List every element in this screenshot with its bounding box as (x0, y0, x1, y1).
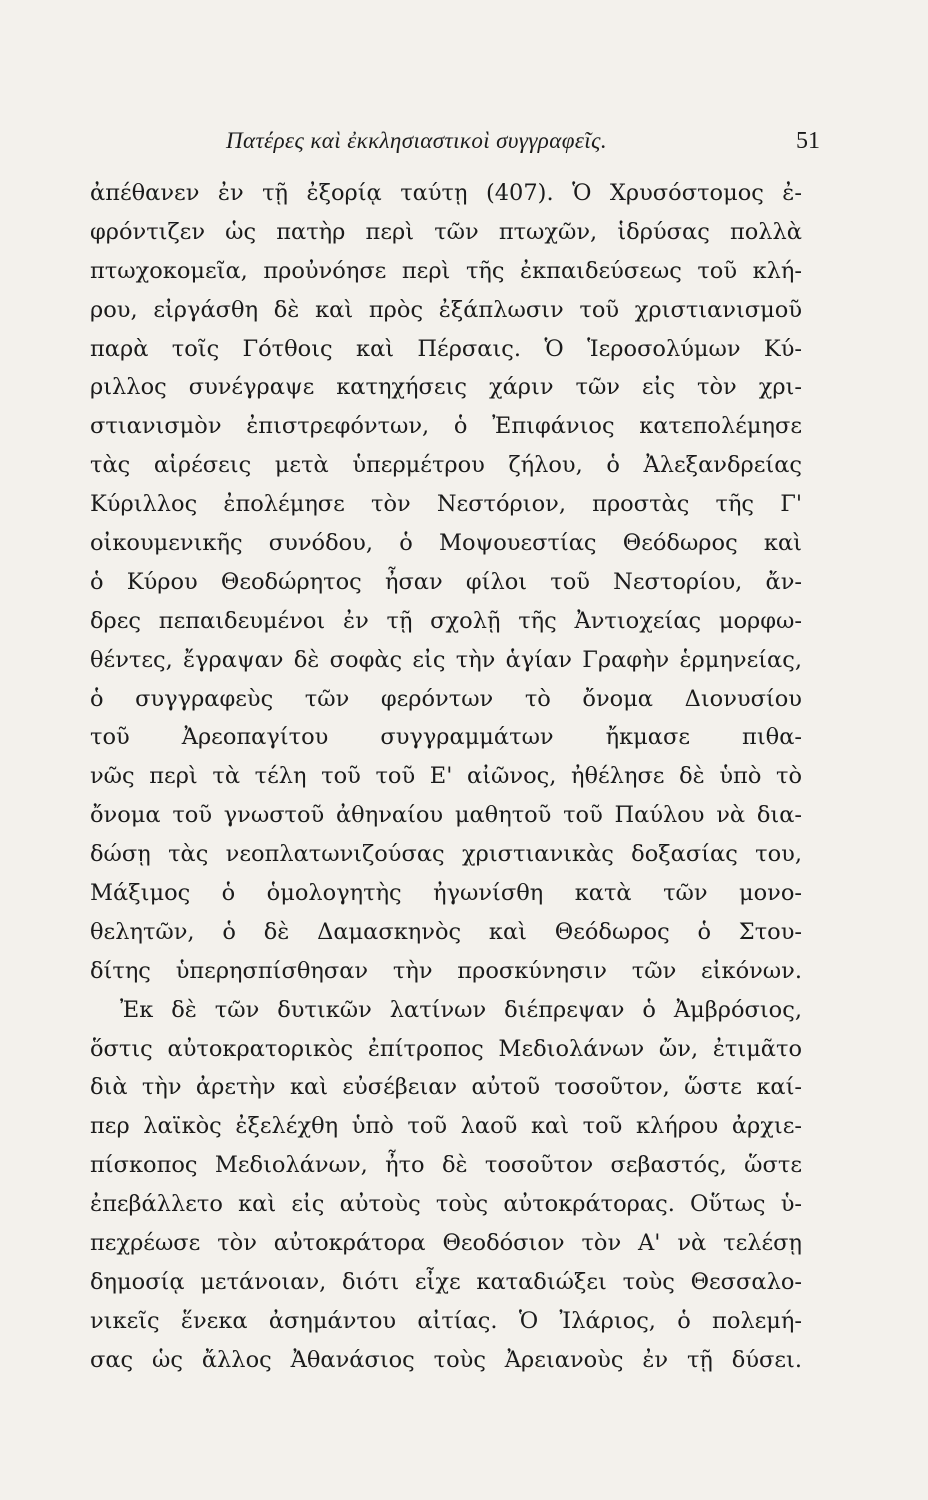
text-line: ἐπεβάλλετο καὶ εἰς αὐτοὺς τοὺς αὐτοκράτορας. Οὕτως ὑ- (90, 1191, 802, 1218)
text-line: σας ὡς ἄλλος Ἀθανάσιος τοὺς Ἀρειανοὺς ἐν τῇ δύσει. (90, 1346, 802, 1373)
text-line: Μάξιμος ὁ ὁμολογητὴς ἠγωνίσθη κατὰ τῶν μονο- (90, 880, 802, 907)
text-line: δώσῃ τὰς νεοπλατωνιζούσας χριστιανικὰς δοξασίας του, (90, 841, 802, 868)
text-line: νῶς περὶ τὰ τέλη τοῦ τοῦ Ε' αἰῶνος, ἠθέλησε δὲ ὑπὸ τὸ (90, 763, 802, 790)
running-title: Πατέρες καὶ ἐκκλησιαστικοὶ συγγραφεῖς. (226, 128, 607, 153)
text-line: ριλλος συνέγραψε κατηχήσεις χάριν τῶν εἰς τὸν χρι- (90, 374, 802, 401)
text-line: δημοσίᾳ μετάνοιαν, διότι εἶχε καταδιώξει τοὺς Θεσσαλο- (90, 1268, 802, 1295)
text-line: ὁ συγγραφεὺς τῶν φερόντων τὸ ὄνομα Διονυσίου (90, 685, 802, 712)
text-line: πίσκοπος Μεδιολάνων, ἦτο δὲ τοσοῦτον σεβαστός, ὥστε (90, 1152, 802, 1179)
text-line: φρόντιζεν ὡς πατὴρ περὶ τῶν πτωχῶν, ἱδρύσας πολλὰ (90, 218, 802, 245)
text-line: πτωχοκομεῖα, προὐνόησε περὶ τῆς ἐκπαιδεύσεως τοῦ κλή- (90, 257, 802, 284)
text-line: ὅστις αὐτοκρατορικὸς ἐπίτροπος Μεδιολάνων ὤν, ἐτιμᾶτο (90, 1035, 802, 1062)
page-number: 51 (796, 128, 820, 154)
running-header (226, 128, 826, 158)
text-line: θελητῶν, ὁ δὲ Δαμασκηνὸς καὶ Θεόδωρος ὁ Στου- (90, 918, 802, 945)
text-line: θέντες, ἔγραψαν δὲ σοφὰς εἰς τὴν ἁγίαν Γραφὴν ἑρμηνείας, (90, 646, 802, 673)
text-line: δίτης ὑπερησπίσθησαν τὴν προσκύνησιν τῶν εἰκόνων. (90, 957, 802, 984)
text-line: διὰ τὴν ἀρετὴν καὶ εὐσέβειαν αὐτοῦ τοσοῦτον, ὥστε καί- (90, 1074, 802, 1101)
text-line: παρὰ τοῖς Γότθοις καὶ Πέρσαις. Ὁ Ἱεροσολύμων Κύ- (90, 335, 802, 362)
text-line: δρες πεπαιδευμένοι ἐν τῇ σχολῇ τῆς Ἀντιοχείας μορφω- (90, 607, 802, 634)
paragraph-start-line: Ἐκ δὲ τῶν δυτικῶν λατίνων διέπρεψαν ὁ Ἀμβρόσιος, (120, 996, 802, 1023)
text-line: Κύριλλος ἐπολέμησε τὸν Νεστόριον, προστὰς τῆς Γ' (90, 491, 802, 518)
text-line: ὄνομα τοῦ γνωστοῦ ἀθηναίου μαθητοῦ τοῦ Παύλου νὰ δια- (90, 802, 802, 829)
body-text (90, 174, 802, 1380)
text-line: τοῦ Ἀρεοπαγίτου συγγραμμάτων ἤκμασε πιθα- (90, 724, 802, 751)
text-line: στιανισμὸν ἐπιστρεφόντων, ὁ Ἐπιφάνιος κατεπολέμησε (90, 413, 802, 440)
text-line: περ λαϊκὸς ἐξελέχθη ὑπὸ τοῦ λαοῦ καὶ τοῦ κλήρου ἀρχιε- (90, 1113, 802, 1140)
text-line: τὰς αἱρέσεις μετὰ ὑπερμέτρου ζήλου, ὁ Ἀλεξανδρείας (90, 452, 802, 479)
text-line: νικεῖς ἕνεκα ἀσημάντου αἰτίας. Ὁ Ἰλάριος, ὁ πολεμή- (90, 1307, 802, 1334)
text-line: ὁ Κύρου Θεοδώρητος ἦσαν φίλοι τοῦ Νεστορίου, ἄν- (90, 568, 802, 595)
text-line: πεχρέωσε τὸν αὐτοκράτορα Θεοδόσιον τὸν Α' νὰ τελέσῃ (90, 1230, 802, 1257)
text-line: ἀπέθανεν ἐν τῇ ἐξορίᾳ ταύτῃ (407). Ὁ Χρυσόστομος ἐ- (90, 180, 802, 206)
text-line: οἰκουμενικῆς συνόδου, ὁ Μοψουεστίας Θεόδωρος καὶ (90, 530, 802, 557)
text-line: ρου, εἰργάσθη δὲ καὶ πρὸς ἐξάπλωσιν τοῦ χριστιανισμοῦ (90, 296, 802, 323)
